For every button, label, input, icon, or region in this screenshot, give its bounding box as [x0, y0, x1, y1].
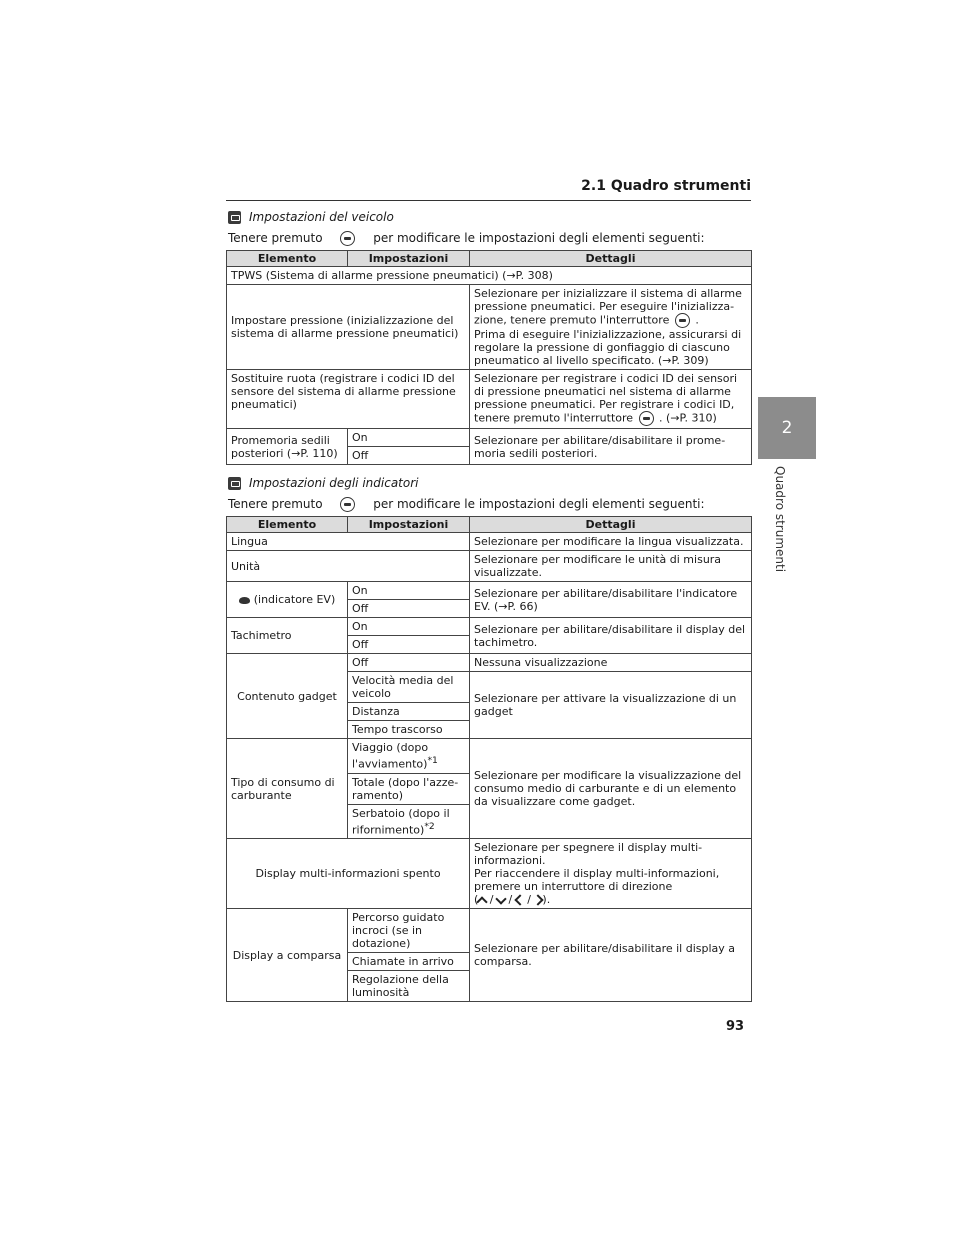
gauge-settings-icon: [228, 477, 241, 490]
table-row: Lingua Selezionare per modificare la lingua visualizzata.: [227, 533, 752, 551]
chapter-title: 2.1 Quadro strumenti: [581, 178, 751, 194]
chapter-tab: [758, 397, 816, 459]
page-header: [226, 178, 751, 201]
arrow-right-icon: [533, 895, 544, 906]
table-header-row: Elemento Impostazioni Dettagli: [227, 251, 752, 267]
table-row: Tipo di consumo di carburante Viaggio (dopo l'avviamento)$^{*1}$ Selezionare per modificare la visualizzazione del consumo medio di carburante e di un elemento da visualizzare come gadget.: [227, 739, 752, 774]
ok-button-icon: [675, 313, 690, 328]
table-row: Tempo trascorso: [227, 721, 752, 739]
table-row: Chiamate in arrivo: [227, 953, 752, 971]
gauge-settings-table: [226, 516, 752, 1002]
table-row: Regolazione della luminosità: [227, 971, 752, 1002]
vehicle-settings-icon: [228, 211, 241, 224]
table-row: Tachimetro On Selezionare per abilitare/disabilitare il display del tachimetro.: [227, 618, 752, 636]
table-row: Contenuto gadget Off Nessuna visualizzazione: [227, 654, 752, 672]
table-row: Off: [227, 600, 752, 618]
chapter-side-label: Quadro strumenti: [773, 466, 787, 573]
page-number: 93: [726, 1019, 745, 1034]
table-header-row: Elemento Impostazioni Dettagli: [227, 517, 752, 533]
arrow-left-icon: [514, 895, 525, 906]
ok-button-icon: [639, 411, 654, 426]
ev-indicator-icon: [239, 597, 250, 604]
table-row: Velocità media del veicolo Selezionare per attivare la visualizzazione di un gadget: [227, 672, 752, 703]
section-gauge-settings-intro: Tenere premuto per modificare le impostazioni degli elementi seguenti:: [228, 497, 705, 511]
arrow-up-icon: [477, 896, 488, 907]
table-row: TPWS (Sistema di allarme pressione pneumatici) (→P. 308): [227, 267, 752, 285]
ok-button-icon: [340, 231, 355, 246]
table-row: Display a comparsa Percorso guidato incroci (se in dotazione) Selezionare per abilitare/disabilitare il display a comparsa.: [227, 909, 752, 953]
table-row: Distanza: [227, 703, 752, 721]
vehicle-settings-table: [226, 250, 752, 465]
section-vehicle-settings-title: Impostazioni del veicolo: [228, 210, 394, 224]
section-gauge-settings-title: Impostazioni degli indicatori: [228, 476, 418, 490]
table-row: Serbatoio (dopo il rifornimento)$^{*2}$: [227, 804, 752, 839]
table-row: Impostare pressione (inizializzazione del sistema di allarme pressione pneumatici) Selezionare per inizializzare il sistema di allarme pressione pneumatici. Per eseguire l'inizializza-zione, tenere premuto l'interruttore . Prima di eseguire l'inizializzazione, assicurarsi di regolare la pressione di gonfiaggio di ciascuno pneumatico al livello specificato. (→P. 309): [227, 285, 752, 370]
table-row: (indicatore EV) On Selezionare per abilitare/disabilitare l'indicatore EV. (→P. 66): [227, 582, 752, 600]
table-row: Display multi-informazioni spento Selezionare per spegnere il display multi-informazioni. Per riaccendere il display multi-informazioni, premere un interruttore di direzione ( / / / ).: [227, 839, 752, 909]
table-row: Off: [227, 447, 752, 465]
table-row: Sostituire ruota (registrare i codici ID del sensore del sistema di allarme pressione pneumatici) Selezionare per registrare i codici ID dei sensori di pressione pneumatici nel sistema di allarme pressione pneumatici. Per registrare i codici ID, tenere premuto l'interruttore . (→P. 310): [227, 370, 752, 429]
chapter-number: 2: [781, 418, 793, 438]
table-row: Promemoria sedili posteriori (→P. 110) On Selezionare per abilitare/disabilitare il prome-moria sedili posteriori.: [227, 429, 752, 447]
table-row: Unità Selezionare per modificare le unità di misura visualizzate.: [227, 551, 752, 582]
ok-button-icon: [340, 497, 355, 512]
table-row: Off: [227, 636, 752, 654]
arrow-down-icon: [495, 893, 506, 904]
section-vehicle-settings-intro: Tenere premuto per modificare le impostazioni degli elementi seguenti:: [228, 231, 705, 245]
table-row: Totale (dopo l'azze-ramento): [227, 773, 752, 804]
